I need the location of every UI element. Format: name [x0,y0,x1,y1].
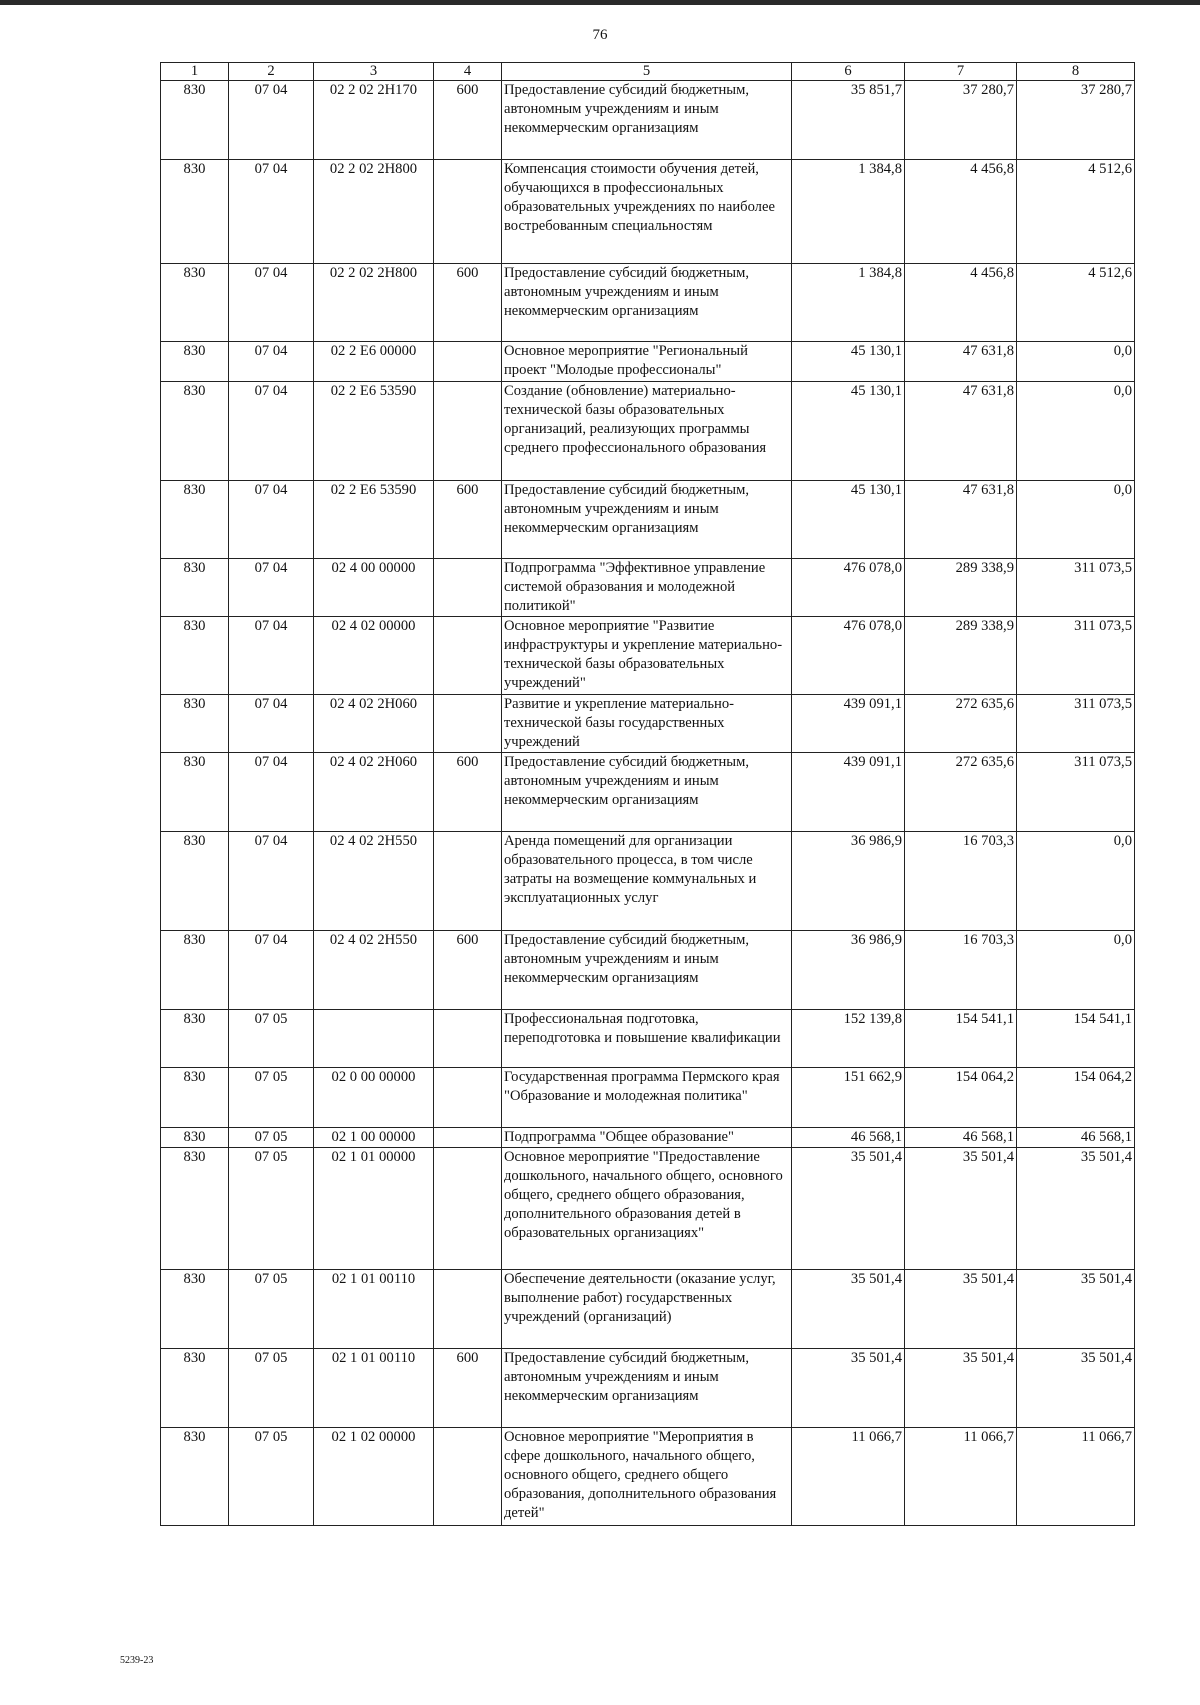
table-row [161,559,1135,617]
expense-type-cell [434,342,502,382]
expense-type-cell [434,1010,502,1068]
ministry-code-cell: 830 [161,81,229,160]
description-cell: Профессиональная подготовка, переподготовка и повышение квалификации [502,1010,792,1068]
section-code-cell: 07 04 [229,160,314,264]
description-cell: Предоставление субсидий бюджетным, автономным учреждениям и иным некоммерческим организациям [502,753,792,832]
ministry-code-cell: 830 [161,264,229,342]
amount-year3-cell: 35 501,4 [1017,1349,1135,1428]
amount-year3-cell: 46 568,1 [1017,1128,1135,1148]
amount-year2-cell: 37 280,7 [905,81,1017,160]
amount-year1-cell: 1 384,8 [792,160,905,264]
column-header: 7 [905,63,1017,81]
expense-type-cell: 600 [434,81,502,160]
section-code-cell: 07 05 [229,1428,314,1526]
description-cell: Государственная программа Пермского края "Образование и молодежная политика" [502,1068,792,1128]
amount-year1-cell: 45 130,1 [792,342,905,382]
amount-year1-cell: 36 986,9 [792,931,905,1010]
section-code-cell: 07 04 [229,264,314,342]
amount-year2-cell: 35 501,4 [905,1349,1017,1428]
table-row [161,1428,1135,1526]
amount-year3-cell: 0,0 [1017,342,1135,382]
target-article-cell: 02 2 02 2Н800 [314,264,434,342]
expense-type-cell: 600 [434,264,502,342]
table-row [161,617,1135,695]
description-cell: Компенсация стоимости обучения детей, обучающихся в профессиональных образовательных учреждениях по наиболее востребованным специальностям [502,160,792,264]
amount-year3-cell: 0,0 [1017,931,1135,1010]
ministry-code-cell: 830 [161,1270,229,1349]
column-header: 6 [792,63,905,81]
column-header: 1 [161,63,229,81]
description-cell: Основное мероприятие "Развитие инфраструктуры и укрепление материально-технической базы образовательных учреждений" [502,617,792,695]
target-article-cell: 02 4 02 2Н060 [314,753,434,832]
target-article-cell: 02 4 02 2Н550 [314,832,434,931]
target-article-cell [314,1010,434,1068]
expense-type-cell: 600 [434,481,502,559]
ministry-code-cell: 830 [161,481,229,559]
amount-year2-cell: 272 635,6 [905,695,1017,753]
table-row [161,264,1135,342]
table-row [161,1128,1135,1148]
table-row [161,695,1135,753]
amount-year2-cell: 47 631,8 [905,342,1017,382]
amount-year3-cell: 154 541,1 [1017,1010,1135,1068]
document-code: 5239-23 [120,1655,154,1666]
amount-year2-cell: 46 568,1 [905,1128,1017,1148]
amount-year1-cell: 476 078,0 [792,559,905,617]
target-article-cell: 02 1 00 00000 [314,1128,434,1148]
amount-year1-cell: 35 501,4 [792,1349,905,1428]
amount-year3-cell: 311 073,5 [1017,617,1135,695]
expense-type-cell [434,382,502,481]
target-article-cell: 02 2 Е6 00000 [314,342,434,382]
ministry-code-cell: 830 [161,695,229,753]
expense-type-cell [434,695,502,753]
description-cell: Создание (обновление) материально-технической базы образовательных организаций, реализующих программы среднего профессионального образования [502,382,792,481]
table-row [161,160,1135,264]
description-cell: Развитие и укрепление материально-технической базы государственных учреждений [502,695,792,753]
table-row [161,832,1135,931]
amount-year2-cell: 272 635,6 [905,753,1017,832]
amount-year2-cell: 16 703,3 [905,832,1017,931]
section-code-cell: 07 04 [229,695,314,753]
ministry-code-cell: 830 [161,753,229,832]
expense-type-cell [434,1148,502,1270]
expense-type-cell [434,160,502,264]
amount-year3-cell: 311 073,5 [1017,559,1135,617]
amount-year3-cell: 11 066,7 [1017,1428,1135,1526]
description-cell: Основное мероприятие "Мероприятия в сфере дошкольного, начального общего, основного общего, среднего общего образования, дополнительного образования детей" [502,1428,792,1526]
ministry-code-cell: 830 [161,1128,229,1148]
column-number-row [161,63,1135,81]
section-code-cell: 07 05 [229,1349,314,1428]
amount-year1-cell: 35 851,7 [792,81,905,160]
amount-year1-cell: 46 568,1 [792,1128,905,1148]
target-article-cell: 02 1 01 00110 [314,1349,434,1428]
table-row [161,481,1135,559]
top-border-line [0,0,1200,5]
section-code-cell: 07 04 [229,931,314,1010]
section-code-cell: 07 05 [229,1148,314,1270]
section-code-cell: 07 05 [229,1010,314,1068]
description-cell: Основное мероприятие "Региональный проект "Молодые профессионалы" [502,342,792,382]
ministry-code-cell: 830 [161,559,229,617]
amount-year3-cell: 35 501,4 [1017,1148,1135,1270]
amount-year1-cell: 36 986,9 [792,832,905,931]
expense-type-cell: 600 [434,1349,502,1428]
section-code-cell: 07 05 [229,1270,314,1349]
amount-year1-cell: 439 091,1 [792,695,905,753]
expense-type-cell [434,617,502,695]
amount-year2-cell: 35 501,4 [905,1148,1017,1270]
section-code-cell: 07 04 [229,559,314,617]
amount-year3-cell: 154 064,2 [1017,1068,1135,1128]
description-cell: Аренда помещений для организации образовательного процесса, в том числе затраты на возмещение коммунальных и эксплуатационных услуг [502,832,792,931]
expense-type-cell: 600 [434,753,502,832]
ministry-code-cell: 830 [161,931,229,1010]
description-cell: Основное мероприятие "Предоставление дошкольного, начального общего, основного общего, среднего общего образования, дополнительного образования детей в образовательных организациях" [502,1148,792,1270]
table-row [161,1349,1135,1428]
section-code-cell: 07 04 [229,753,314,832]
section-code-cell: 07 04 [229,382,314,481]
ministry-code-cell: 830 [161,1428,229,1526]
description-cell: Подпрограмма "Общее образование" [502,1128,792,1148]
ministry-code-cell: 830 [161,1349,229,1428]
table-row [161,931,1135,1010]
amount-year1-cell: 152 139,8 [792,1010,905,1068]
amount-year3-cell: 35 501,4 [1017,1270,1135,1349]
amount-year2-cell: 47 631,8 [905,382,1017,481]
ministry-code-cell: 830 [161,342,229,382]
description-cell: Предоставление субсидий бюджетным, автономным учреждениям и иным некоммерческим организациям [502,931,792,1010]
section-code-cell: 07 04 [229,617,314,695]
amount-year1-cell: 151 662,9 [792,1068,905,1128]
expense-type-cell [434,1068,502,1128]
target-article-cell: 02 2 Е6 53590 [314,382,434,481]
amount-year2-cell: 16 703,3 [905,931,1017,1010]
description-cell: Обеспечение деятельности (оказание услуг, выполнение работ) государственных учреждений (организаций) [502,1270,792,1349]
column-header: 4 [434,63,502,81]
table-row [161,342,1135,382]
amount-year1-cell: 1 384,8 [792,264,905,342]
description-cell: Предоставление субсидий бюджетным, автономным учреждениям и иным некоммерческим организациям [502,1349,792,1428]
column-header: 3 [314,63,434,81]
amount-year1-cell: 35 501,4 [792,1270,905,1349]
target-article-cell: 02 4 02 00000 [314,617,434,695]
target-article-cell: 02 2 02 2Н170 [314,81,434,160]
expense-type-cell: 600 [434,931,502,1010]
target-article-cell: 02 0 00 00000 [314,1068,434,1128]
amount-year3-cell: 4 512,6 [1017,160,1135,264]
target-article-cell: 02 1 01 00000 [314,1148,434,1270]
amount-year1-cell: 45 130,1 [792,481,905,559]
expense-type-cell [434,1128,502,1148]
amount-year2-cell: 35 501,4 [905,1270,1017,1349]
amount-year1-cell: 439 091,1 [792,753,905,832]
amount-year3-cell: 311 073,5 [1017,695,1135,753]
amount-year2-cell: 154 064,2 [905,1068,1017,1128]
ministry-code-cell: 830 [161,1148,229,1270]
target-article-cell: 02 2 02 2Н800 [314,160,434,264]
expense-type-cell [434,832,502,931]
amount-year1-cell: 476 078,0 [792,617,905,695]
expense-type-cell [434,1428,502,1526]
amount-year2-cell: 4 456,8 [905,264,1017,342]
amount-year3-cell: 37 280,7 [1017,81,1135,160]
amount-year1-cell: 11 066,7 [792,1428,905,1526]
amount-year2-cell: 47 631,8 [905,481,1017,559]
section-code-cell: 07 05 [229,1068,314,1128]
target-article-cell: 02 1 01 00110 [314,1270,434,1349]
page-number: 76 [592,27,608,43]
section-code-cell: 07 04 [229,81,314,160]
budget-table [160,62,1135,1526]
amount-year1-cell: 45 130,1 [792,382,905,481]
column-header: 8 [1017,63,1135,81]
amount-year3-cell: 0,0 [1017,481,1135,559]
table-row [161,1068,1135,1128]
amount-year2-cell: 289 338,9 [905,617,1017,695]
table-row [161,753,1135,832]
section-code-cell: 07 04 [229,481,314,559]
target-article-cell: 02 2 Е6 53590 [314,481,434,559]
table-row [161,382,1135,481]
target-article-cell: 02 1 02 00000 [314,1428,434,1526]
expense-type-cell [434,1270,502,1349]
amount-year2-cell: 289 338,9 [905,559,1017,617]
amount-year2-cell: 4 456,8 [905,160,1017,264]
ministry-code-cell: 830 [161,382,229,481]
ministry-code-cell: 830 [161,160,229,264]
table-row [161,81,1135,160]
ministry-code-cell: 830 [161,1010,229,1068]
section-code-cell: 07 05 [229,1128,314,1148]
section-code-cell: 07 04 [229,832,314,931]
table-row [161,1148,1135,1270]
description-cell: Предоставление субсидий бюджетным, автономным учреждениям и иным некоммерческим организациям [502,264,792,342]
table-row [161,1010,1135,1068]
amount-year2-cell: 11 066,7 [905,1428,1017,1526]
column-header: 2 [229,63,314,81]
column-header: 5 [502,63,792,81]
amount-year3-cell: 0,0 [1017,832,1135,931]
amount-year3-cell: 4 512,6 [1017,264,1135,342]
section-code-cell: 07 04 [229,342,314,382]
target-article-cell: 02 4 02 2Н550 [314,931,434,1010]
amount-year3-cell: 0,0 [1017,382,1135,481]
ministry-code-cell: 830 [161,1068,229,1128]
ministry-code-cell: 830 [161,617,229,695]
amount-year3-cell: 311 073,5 [1017,753,1135,832]
target-article-cell: 02 4 02 2Н060 [314,695,434,753]
amount-year1-cell: 35 501,4 [792,1148,905,1270]
amount-year2-cell: 154 541,1 [905,1010,1017,1068]
table-row [161,1270,1135,1349]
ministry-code-cell: 830 [161,832,229,931]
description-cell: Подпрограмма "Эффективное управление системой образования и молодежной политикой" [502,559,792,617]
description-cell: Предоставление субсидий бюджетным, автономным учреждениям и иным некоммерческим организациям [502,481,792,559]
description-cell: Предоставление субсидий бюджетным, автономным учреждениям и иным некоммерческим организациям [502,81,792,160]
target-article-cell: 02 4 00 00000 [314,559,434,617]
expense-type-cell [434,559,502,617]
